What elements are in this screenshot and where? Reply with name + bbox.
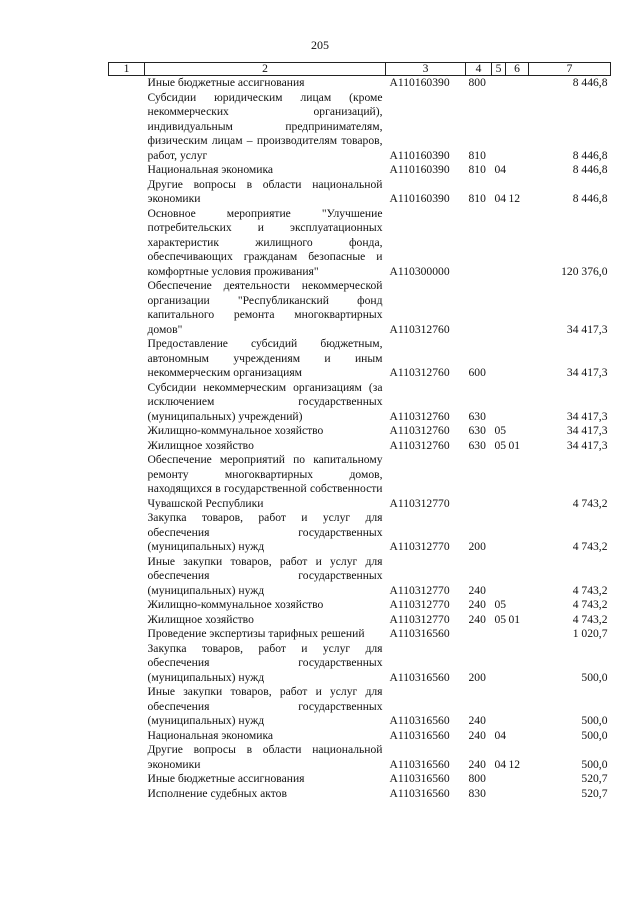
- table-row: [109, 178, 611, 207]
- row-number-cell: [109, 743, 145, 772]
- row-subsection: [506, 76, 529, 91]
- row-section: [492, 555, 506, 599]
- row-expense-type: [466, 453, 492, 511]
- row-target-code: А110160390: [389, 76, 450, 89]
- row-target-code: А110312760: [389, 366, 450, 379]
- row-target-code: А110300000: [389, 264, 450, 278]
- row-expense-type: [466, 627, 492, 642]
- row-number-cell: [109, 598, 145, 613]
- row-expense-type: 240: [468, 757, 486, 771]
- row-target-code: А110312770: [389, 583, 450, 597]
- row-subsection: [506, 279, 529, 337]
- row-number-cell: [109, 453, 145, 511]
- row-name: Национальная экономика: [147, 728, 274, 742]
- row-number-cell: [109, 685, 145, 729]
- row-number-cell: [109, 337, 145, 381]
- row-subsection: [506, 163, 529, 178]
- row-target-code: А110316560: [389, 728, 450, 742]
- table-body: [109, 76, 611, 802]
- row-name: Национальная экономика: [147, 163, 274, 176]
- row-expense-type: [466, 207, 492, 280]
- header-col-6: 6: [506, 63, 529, 76]
- row-name: Закупка товаров, работ и услуг для обеспечения государственных (муниципальных) нужд: [147, 641, 383, 684]
- row-subsection: 12: [508, 757, 521, 771]
- table-row: [109, 424, 611, 439]
- row-name: Исполнение судебных актов: [147, 786, 287, 800]
- row-expense-type: 810: [468, 148, 486, 162]
- row-section: [492, 91, 506, 164]
- table-row: [109, 511, 611, 555]
- table-row: [109, 207, 611, 280]
- row-target-code: А110312760: [389, 438, 450, 452]
- row-expense-type: 630: [468, 409, 486, 423]
- row-target-code: А110316560: [389, 786, 450, 800]
- row-expense-type: 800: [468, 772, 486, 785]
- row-number-cell: [109, 772, 145, 787]
- header-col-2: 2: [145, 63, 386, 76]
- row-target-code: А110312770: [389, 612, 450, 626]
- row-target-code: А110312760: [389, 322, 450, 336]
- row-section: 04: [494, 728, 507, 742]
- row-subsection: 12: [508, 192, 521, 205]
- row-amount: 34 417,3: [566, 366, 608, 379]
- row-subsection: [506, 598, 529, 613]
- row-subsection: [506, 207, 529, 280]
- table-row: [109, 772, 611, 787]
- row-section: [492, 207, 506, 280]
- page-number: 205: [311, 38, 329, 52]
- row-amount: 34 417,3: [566, 438, 608, 452]
- table-row: [109, 439, 611, 454]
- row-number-cell: [109, 642, 145, 686]
- row-expense-type: 830: [468, 786, 486, 800]
- row-amount: 8 446,8: [572, 163, 608, 176]
- row-expense-type: 240: [468, 728, 486, 742]
- row-name: Жилищное хозяйство: [147, 438, 254, 452]
- table-row: [109, 743, 611, 772]
- row-section: [492, 642, 506, 686]
- row-name: Иные бюджетные ассигнования: [147, 772, 305, 785]
- row-name: Предоставление субсидий бюджетным, автономным учреждениям и иным некоммерческим организациям: [147, 337, 383, 379]
- row-name: Субсидии юридическим лицам (кроме некоммерческих организаций), индивидуальным предпринимателям, физическим лицам – производителям товаров, работ, услуг: [147, 90, 383, 162]
- row-section: [492, 685, 506, 729]
- row-section: [492, 772, 506, 787]
- row-number-cell: [109, 163, 145, 178]
- table-row: [109, 163, 611, 178]
- row-section: [492, 453, 506, 511]
- row-number-cell: [109, 91, 145, 164]
- row-subsection: 01: [508, 438, 521, 452]
- row-amount: 500,0: [581, 670, 608, 684]
- budget-table: [108, 62, 611, 801]
- table-row: [109, 279, 611, 337]
- row-section: 05: [494, 424, 507, 437]
- row-section: 05: [494, 612, 507, 626]
- row-expense-type: 200: [468, 670, 486, 684]
- row-section: [492, 787, 506, 802]
- row-expense-type: 240: [468, 714, 486, 727]
- row-number-cell: [109, 627, 145, 642]
- row-subsection: [506, 642, 529, 686]
- row-section: 05: [494, 438, 507, 452]
- row-section: 04: [494, 192, 507, 205]
- table-row: [109, 642, 611, 686]
- row-name: Иные бюджетные ассигнования: [147, 76, 305, 89]
- row-section: 05: [494, 598, 507, 611]
- row-expense-type: 800: [468, 76, 486, 89]
- row-expense-type: 200: [468, 540, 486, 553]
- row-target-code: А110312760: [389, 424, 450, 437]
- row-section: [492, 76, 506, 91]
- row-amount: 500,0: [581, 757, 608, 771]
- row-name: Обеспечение мероприятий по капитальному ремонту многоквартирных домов, находящихся в государственной собственности Чувашской Республики: [147, 453, 383, 510]
- row-amount: 8 446,8: [572, 76, 608, 89]
- table-row: [109, 91, 611, 164]
- header-col-1: 1: [109, 63, 145, 76]
- row-target-code: А110312770: [389, 540, 450, 553]
- row-target-code: А110312770: [389, 496, 450, 510]
- table-header: [109, 63, 611, 76]
- row-expense-type: 240: [468, 612, 486, 626]
- row-amount: 34 417,3: [566, 409, 608, 423]
- row-subsection: 01: [508, 612, 521, 626]
- row-amount: 34 417,3: [566, 322, 608, 336]
- row-target-code: А110160390: [389, 192, 450, 205]
- row-subsection: [506, 729, 529, 744]
- row-target-code: А110312760: [389, 409, 450, 423]
- row-expense-type: 240: [468, 583, 486, 597]
- row-number-cell: [109, 613, 145, 628]
- row-expense-type: 630: [468, 438, 486, 452]
- table-row: [109, 555, 611, 599]
- row-target-code: А110316560: [389, 757, 450, 771]
- table-row: [109, 685, 611, 729]
- row-name: Жилищно-коммунальное хозяйство: [147, 598, 324, 611]
- row-number-cell: [109, 207, 145, 280]
- table-row: [109, 337, 611, 381]
- row-amount: 4 743,2: [572, 540, 608, 553]
- row-section: [492, 337, 506, 381]
- row-name: Основное мероприятие "Улучшение потребительских и эксплуатационных характеристик жилищного фонда, обеспечивающих гражданам безопасные и комфортные условия проживания": [147, 206, 383, 278]
- row-subsection: [506, 772, 529, 787]
- row-number-cell: [109, 787, 145, 802]
- row-number-cell: [109, 439, 145, 454]
- header-col-3: 3: [386, 63, 466, 76]
- row-target-code: А110316560: [389, 772, 450, 785]
- table-row: [109, 729, 611, 744]
- row-expense-type: 630: [468, 424, 486, 437]
- row-target-code: А110316560: [389, 627, 450, 640]
- row-amount: 120 376,0: [561, 264, 608, 278]
- row-subsection: [506, 381, 529, 425]
- row-expense-type: [466, 279, 492, 337]
- row-subsection: [506, 424, 529, 439]
- table-row: [109, 381, 611, 425]
- header-col-5: 5: [492, 63, 506, 76]
- row-number-cell: [109, 178, 145, 207]
- row-expense-type: 810: [468, 192, 486, 205]
- row-expense-type: 240: [468, 598, 486, 611]
- row-name: Закупка товаров, работ и услуг для обеспечения государственных (муниципальных) нужд: [147, 511, 383, 553]
- row-amount: 4 743,2: [572, 598, 608, 611]
- row-target-code: А110312770: [389, 598, 450, 611]
- row-amount: 8 446,8: [572, 192, 608, 205]
- row-section: [492, 381, 506, 425]
- row-name: Иные закупки товаров, работ и услуг для обеспечения государственных (муниципальных) нужд: [147, 554, 383, 597]
- row-amount: 34 417,3: [566, 424, 608, 437]
- row-number-cell: [109, 76, 145, 91]
- table-row: [109, 453, 611, 511]
- row-amount: 4 743,2: [572, 496, 608, 510]
- row-section: [492, 279, 506, 337]
- table-row: [109, 76, 611, 91]
- row-subsection: [506, 91, 529, 164]
- row-amount: 520,7: [581, 772, 608, 785]
- row-number-cell: [109, 511, 145, 555]
- row-subsection: [506, 685, 529, 729]
- row-amount: 4 743,2: [572, 612, 608, 626]
- row-subsection: [506, 555, 529, 599]
- row-target-code: А110316560: [389, 714, 450, 727]
- row-name: Жилищно-коммунальное хозяйство: [147, 424, 324, 437]
- row-expense-type: 600: [468, 366, 486, 379]
- row-number-cell: [109, 424, 145, 439]
- row-number-cell: [109, 555, 145, 599]
- row-target-code: А110160390: [389, 163, 450, 176]
- row-expense-type: 810: [468, 163, 486, 176]
- row-section: [492, 627, 506, 642]
- row-section: [492, 511, 506, 555]
- row-amount: 500,0: [581, 728, 608, 742]
- row-amount: 520,7: [581, 786, 608, 800]
- header-col-4: 4: [466, 63, 492, 76]
- row-name: Обеспечение деятельности некоммерческой организации "Республиканский фонд капитального ремонта многоквартирных домов": [147, 279, 383, 336]
- row-amount: 4 743,2: [572, 583, 608, 597]
- row-subsection: [506, 627, 529, 642]
- row-section: 04: [494, 163, 507, 176]
- row-subsection: [506, 337, 529, 381]
- row-amount: 500,0: [581, 714, 608, 727]
- table-row: [109, 598, 611, 613]
- row-target-code: А110316560: [389, 670, 450, 684]
- row-amount: 1 020,7: [572, 627, 608, 640]
- row-name: Иные закупки товаров, работ и услуг для обеспечения государственных (муниципальных) нужд: [147, 685, 383, 727]
- table-row: [109, 627, 611, 642]
- row-number-cell: [109, 279, 145, 337]
- row-name: Жилищное хозяйство: [147, 612, 254, 626]
- header-col-7: 7: [529, 63, 611, 76]
- row-number-cell: [109, 381, 145, 425]
- row-subsection: [506, 787, 529, 802]
- row-amount: 8 446,8: [572, 148, 608, 162]
- row-subsection: [506, 511, 529, 555]
- row-name: Другие вопросы в области национальной экономики: [147, 743, 383, 771]
- row-target-code: А110160390: [389, 148, 450, 162]
- row-name: Субсидии некоммерческим организациям (за исключением государственных (муниципальных) учреждений): [147, 380, 383, 423]
- row-section: 04: [494, 757, 507, 771]
- row-name: Проведение экспертизы тарифных решений: [147, 627, 365, 640]
- row-name: Другие вопросы в области национальной экономики: [147, 177, 383, 205]
- table-row: [109, 613, 611, 628]
- table-row: [109, 787, 611, 802]
- row-number-cell: [109, 729, 145, 744]
- row-subsection: [506, 453, 529, 511]
